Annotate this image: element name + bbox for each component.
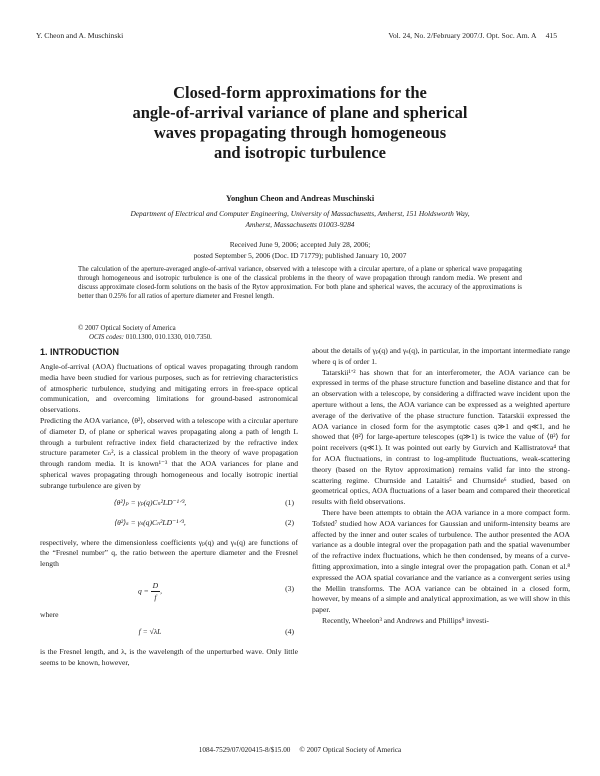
received-line: Received June 9, 2006; accepted July 28, 2006;: [229, 240, 371, 249]
equation-4: [40, 627, 298, 641]
equation-expression: f = √λL: [138, 626, 162, 636]
paragraph: where: [40, 609, 59, 619]
equation-number: (3): [285, 583, 294, 593]
equation-number: (4): [285, 626, 294, 636]
right-column: [312, 346, 570, 627]
ocis-label: OCIS codes:: [89, 334, 125, 341]
equation-expression: ⟨θ²⟩ₚ = γₚ(q)Cₙ²LD⁻¹ᐟ³,: [113, 497, 187, 507]
abstract-text: The calculation of the aperture-averaged angle-of-arrival variance, observed with a telescope with a circular aperture, of a plane or spherical wave propagating through homogeneous and isotropic turbulence is one of the classical problems in the theory of wave propagation through random media. We present and discuss approximate closed-form solutions on the basis of the Rytov approximation. For both plane and spherical waves, the accuracy of the approximations is better than 0.25% for all ratios of aperture diameter and Fresnel length.: [78, 266, 522, 300]
paragraph: Angle-of-arrival (AOA) fluctuations of optical waves propagating through random media have been studied for various purposes, such as for retrieving characteristics of atmospheric turbulence, studying and mitigating errors in free-space optical communication, and overcoming limitations for ground-based astronomical observations.: [40, 362, 298, 415]
equation-3: [40, 576, 298, 604]
equation-2: [40, 518, 298, 532]
abstract: [78, 266, 522, 341]
fraction: [151, 580, 163, 603]
received-line: posted September 5, 2006 (Doc. ID 71779); published January 10, 2007: [193, 250, 407, 260]
equation-expression: ⟨θ²⟩ₛ = γₛ(q)Cₙ²LD⁻¹ᐟ³,: [114, 517, 186, 527]
page-footer: 1084-7529/07/020415-8/$15.00 © 2007 Optical Society of America: [198, 746, 402, 754]
paragraph: is the Fresnel length, and λ, is the wavelength of the unperturbed wave. Only little seems to be known, however,: [40, 646, 298, 667]
affiliation-line: Amherst, Massachusetts 01003-9284: [245, 220, 355, 229]
paragraph: There have been attempts to obtain the AOA variance in a more compact form. Tofsted⁷ studied how AOA variances for Gaussian and uniform-intensity beams are affected by the inner and outer scales of turbulence. The author presented the AOA variance as a double integral over the propagation path and the spatial wavenumber of the refractive index fluctuations, which he then condensed, by means of a curve-fitting approximation, into a single integral over the propagation path. Conan et al.⁸ expressed the AOA spatial covariance and the variance as a convergent series using the Mellin transforms. The AOA variance can be obtained in a closed form, however, by means of a simple and analytical approximation, as we will show in this paper.: [312, 507, 570, 615]
affiliation: [60, 208, 540, 230]
paragraph: Recently, Wheelon³ and Andrews and Phillips⁹ investi-: [322, 615, 489, 625]
paragraph: respectively, where the dimensionless coefficients γₚ(q) and γₛ(q) are functions of the “Fresnel number” q, the ratio between the aperture diameter and the Fresnel length: [40, 537, 298, 569]
equation-1: [40, 498, 298, 512]
title-line: Closed-form approximations for the: [173, 83, 427, 102]
left-column: [40, 346, 298, 668]
article-title: [60, 83, 540, 163]
eq3-tail: ,: [160, 586, 163, 596]
abstract-copyright: © 2007 Optical Society of America: [78, 325, 176, 332]
running-header-journal: Vol. 24, No. 2/February 2007/J. Opt. Soc. Am. A 415: [388, 31, 557, 40]
paragraph: Predicting the AOA variance, ⟨θ²⟩, observed with a telescope with a circular aperture of diameter D, of plane or spherical waves propagating along a path of length L through a turbulent refractive index field characterized by the refractive index structure parameter Cₙ², is a classical problem in the theory of wave propagation through random media. It is known¹⁻³ that the AOA variances for plane and spherical waves propagating through homogeneous and locally isotropic inertial subrange turbulence are given by: [40, 415, 298, 490]
author-list: Yonghun Cheon and Andreas Muschinski: [225, 194, 375, 203]
title-line: angle-of-arrival variance of plane and spherical: [132, 103, 468, 122]
ocis-values: 010.1300, 010.1330, 010.7350.: [125, 334, 212, 341]
equation-number: (1): [285, 497, 294, 507]
paragraph: about the details of γₚ(q) and γₛ(q), in particular, in the important intermediate range where q is of order 1.: [312, 346, 570, 366]
eq3-lhs: q =: [137, 586, 149, 596]
equation-number: (2): [285, 517, 294, 527]
fraction-numerator: D: [152, 580, 159, 590]
paragraph: Tatarskii¹ʼ² has shown that for an interferometer, the AOA variance can be expressed in terms of the phase structure function and baseline distance and that for an observation with a telescope, by considering a diffracted wave incident upon the aperture without a lens, the AOA variance can be expressed as a weighted aperture average of the derivative of the phase structure function. Tatarskii expressed the AOA variance in closed form for the asymptotic cases q≫1 and q≪1, and he showed that ⟨θ²⟩ for large-aperture telescopes (q≫1) is twice the value of ⟨θ²⟩ for point receivers (q≪1). It was pointed out early by Gurvich and Kallistratova⁴ that for AOA fluctuations, in contrast to log-amplitude fluctuations, weak-scattering theory (based on the Rytov approximation) remains valid far into the strong-scattering regime. Churnside and Lataitis⁵ and Churnside⁶ studied, based on geometrical optics, AOA fluctuations of a laser beam and compared their theoretical results with field observations.: [312, 367, 570, 507]
received-dates: [80, 240, 520, 261]
equation-expression: [40, 580, 260, 603]
section-heading: 1. INTRODUCTION: [40, 347, 120, 357]
affiliation-line: Department of Electrical and Computer Engineering, University of Massachusetts, Amherst, 151 Holdsworth Way,: [130, 209, 470, 218]
title-line: waves propagating through homogeneous: [153, 123, 447, 142]
fraction-denominator: f: [154, 592, 157, 602]
title-line: and isotropic turbulence: [213, 143, 387, 162]
ocis-codes: [89, 334, 212, 343]
running-header-authors: Y. Cheon and A. Muschinski: [36, 31, 124, 40]
